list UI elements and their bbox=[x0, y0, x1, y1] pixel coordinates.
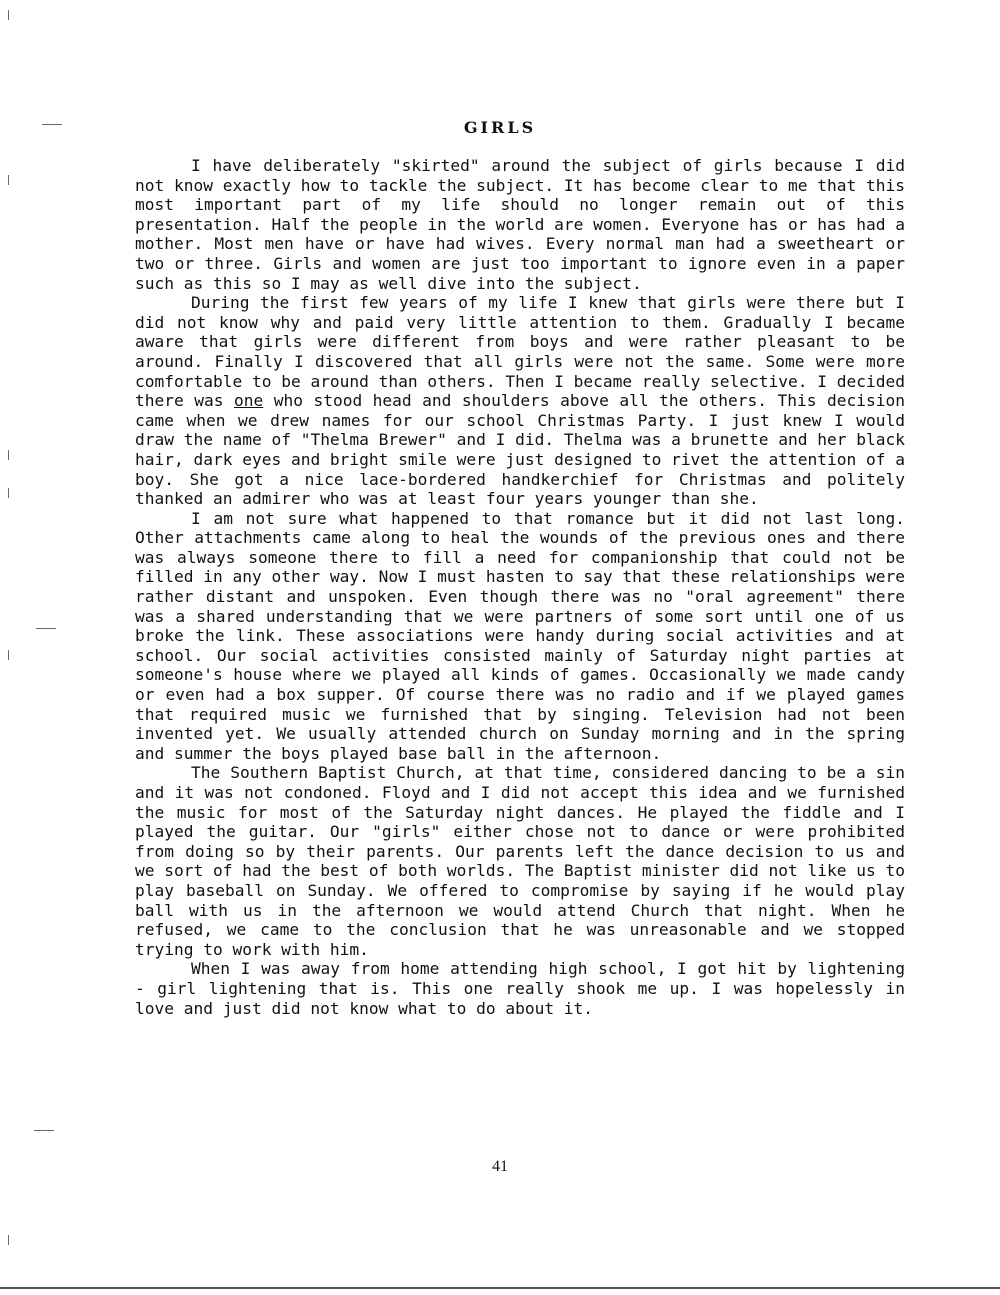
scan-margin-mark bbox=[34, 1130, 54, 1131]
scan-margin-mark bbox=[8, 650, 9, 660]
scan-margin-mark bbox=[8, 450, 9, 460]
scan-margin-mark bbox=[8, 175, 9, 185]
paragraph-text: During the first few years of my life I knew that girls were there but I did not know why and paid very little attention to them. Gradually I became aware that girls were different from boys and were rather pleasant to be around. Finally I discovered that all girls were not the same. Some were more comfortable to be around than others. Then I became really selective. I decided there was bbox=[135, 293, 905, 411]
page-title: GIRLS bbox=[463, 118, 537, 137]
scan-margin-mark bbox=[8, 1235, 9, 1245]
page-number: 41 bbox=[492, 1158, 508, 1175]
scan-margin-mark bbox=[8, 10, 9, 20]
underlined-word: one bbox=[233, 391, 264, 411]
body-text bbox=[135, 156, 905, 1018]
paragraph bbox=[135, 293, 905, 509]
paragraph: I am not sure what happened to that romance but it did not last long. Other attachments came along to heal the wounds of the previous ones and there was always someone there to fill a need for companionship that could not be filled in any other way. Now I must hasten to say that these relationships were rather distant and unspoken. Even though there was no "oral agreement" there was a shared understanding that we were partners of some sort until one of us broke the link. These associations were handy during social activities and at school. Our social activities consisted mainly of Saturday night parties at someone's house where we played all kinds of games. Occasionally we made candy or even had a box supper. Of course there was no radio and if we played games that required music we furnished that by singing. Television had not been invented yet. We usually attended church on Sunday morning and in the spring and summer the boys played base ball in the afternoon. bbox=[135, 508, 905, 763]
scan-margin-mark bbox=[8, 488, 9, 498]
bottom-edge-rule bbox=[0, 1287, 1000, 1289]
paragraph: When I was away from home attending high school, I got hit by lightening - girl lightening that is. This one really shook me up. I was hopelessly in love and just did not know what to do about it. bbox=[135, 959, 905, 1018]
paragraph: I have deliberately "skirted" around the subject of girls because I did not know exactly how to tackle the subject. It has become clear to me that this most important part of my life should no longer remain out of this presentation. Half the people in the world are women. Everyone has or has had a mother. Most men have or have had wives. Every normal man had a sweetheart or two or three. Girls and women are just too important to ignore even in a paper such as this so I may as well dive into the subject. bbox=[135, 156, 905, 293]
scan-margin-mark bbox=[36, 628, 56, 629]
paragraph: The Southern Baptist Church, at that time, considered dancing to be a sin and it was not condoned. Floyd and I did not accept this idea and we furnished the music for most of the Saturday night dances. He played the fiddle and I played the guitar. Our "girls" either chose not to dance or were prohibited from doing so by their parents. Our parents left the dance decision to us and we sort of had the best of both worlds. The Baptist minister did not like us to play baseball on Sunday. We offered to compromise by saying if he would play ball with us in the afternoon we would attend Church that night. When he refused, we came to the conclusion that he was unreasonable and we stopped trying to work with him. bbox=[135, 763, 905, 959]
paragraph-text: who stood head and shoulders above all the others. This decision came when we drew names for our school Christmas Party. I just knew I would draw the name of "Thelma Brewer" and I did. Thelma was a brunette and her black hair, dark eyes and bright smile were just designed to rivet the attention of a boy. She got a nice lace-bordered handkerchief for Christmas and politely thanked an admirer who was at least four years younger than she. bbox=[135, 391, 905, 509]
